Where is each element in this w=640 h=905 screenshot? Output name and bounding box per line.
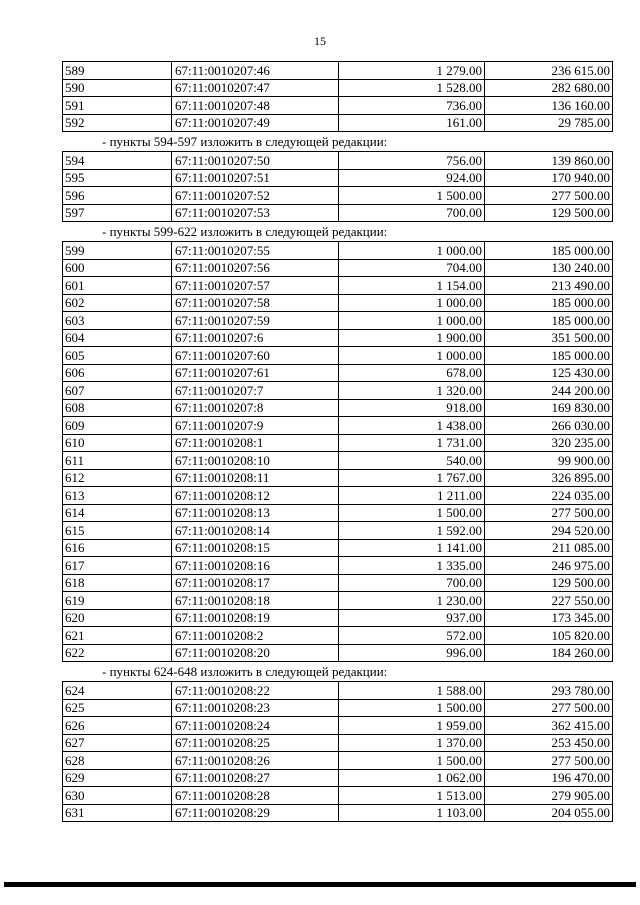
parcel-table <box>62 681 613 822</box>
item-number: 595 <box>63 169 172 187</box>
cadastral-number: 67:11:0010208:10 <box>172 452 339 470</box>
document-body <box>62 61 612 822</box>
cost-value: 185 000.00 <box>485 312 613 330</box>
cost-value: 185 000.00 <box>485 242 613 260</box>
table-row <box>63 312 613 330</box>
area-value: 1 588.00 <box>339 682 485 700</box>
area-value: 704.00 <box>339 259 485 277</box>
table-row <box>63 574 613 592</box>
cadastral-number: 67:11:0010207:7 <box>172 382 339 400</box>
cadastral-number: 67:11:0010207:51 <box>172 169 339 187</box>
item-number: 628 <box>63 752 172 770</box>
cost-value: 105 820.00 <box>485 627 613 645</box>
item-number: 630 <box>63 787 172 805</box>
area-value: 1 731.00 <box>339 434 485 452</box>
cadastral-number: 67:11:0010208:27 <box>172 769 339 787</box>
cadastral-number: 67:11:0010208:1 <box>172 434 339 452</box>
cost-value: 129 500.00 <box>485 204 613 222</box>
cadastral-number: 67:11:0010207:9 <box>172 417 339 435</box>
cadastral-number: 67:11:0010207:46 <box>172 62 339 80</box>
cost-value: 184 260.00 <box>485 644 613 662</box>
cost-value: 136 160.00 <box>485 97 613 115</box>
cost-value: 266 030.00 <box>485 417 613 435</box>
cadastral-number: 67:11:0010208:28 <box>172 787 339 805</box>
cost-value: 320 235.00 <box>485 434 613 452</box>
item-number: 599 <box>63 242 172 260</box>
cost-value: 185 000.00 <box>485 347 613 365</box>
cadastral-number: 67:11:0010208:26 <box>172 752 339 770</box>
cadastral-number: 67:11:0010207:48 <box>172 97 339 115</box>
table-row <box>63 204 613 222</box>
cadastral-number: 67:11:0010207:57 <box>172 277 339 295</box>
cadastral-number: 67:11:0010208:22 <box>172 682 339 700</box>
cadastral-number: 67:11:0010207:61 <box>172 364 339 382</box>
cost-value: 29 785.00 <box>485 114 613 132</box>
table-row <box>63 62 613 80</box>
table-row <box>63 752 613 770</box>
table-row <box>63 399 613 417</box>
cadastral-number: 67:11:0010207:47 <box>172 79 339 97</box>
cost-value: 224 035.00 <box>485 487 613 505</box>
table-row <box>63 717 613 735</box>
cost-value: 99 900.00 <box>485 452 613 470</box>
area-value: 1 438.00 <box>339 417 485 435</box>
cost-value: 204 055.00 <box>485 804 613 822</box>
cadastral-number: 67:11:0010208:19 <box>172 609 339 627</box>
item-number: 615 <box>63 522 172 540</box>
amendment-instruction: - пункты 599-622 изложить в следующей редакции: <box>102 224 388 239</box>
cadastral-number: 67:11:0010207:52 <box>172 187 339 205</box>
item-number: 607 <box>63 382 172 400</box>
item-number: 596 <box>63 187 172 205</box>
table-row <box>63 504 613 522</box>
cost-value: 277 500.00 <box>485 187 613 205</box>
table-row <box>63 734 613 752</box>
item-number: 631 <box>63 804 172 822</box>
table-row <box>63 682 613 700</box>
amendment-instruction: - пункты 624-648 изложить в следующей редакции: <box>102 664 388 679</box>
cost-value: 279 905.00 <box>485 787 613 805</box>
table-row <box>63 787 613 805</box>
cadastral-number: 67:11:0010207:60 <box>172 347 339 365</box>
table-row <box>63 522 613 540</box>
item-number: 590 <box>63 79 172 97</box>
cost-value: 170 940.00 <box>485 169 613 187</box>
item-number: 622 <box>63 644 172 662</box>
cost-value: 236 615.00 <box>485 62 613 80</box>
cadastral-number: 67:11:0010207:55 <box>172 242 339 260</box>
item-number: 621 <box>63 627 172 645</box>
area-value: 1 141.00 <box>339 539 485 557</box>
cadastral-number: 67:11:0010208:15 <box>172 539 339 557</box>
area-value: 1 320.00 <box>339 382 485 400</box>
item-number: 608 <box>63 399 172 417</box>
table-row <box>63 329 613 347</box>
item-number: 611 <box>63 452 172 470</box>
table-row <box>63 187 613 205</box>
cadastral-number: 67:11:0010208:12 <box>172 487 339 505</box>
cadastral-number: 67:11:0010208:2 <box>172 627 339 645</box>
cost-value: 211 085.00 <box>485 539 613 557</box>
item-number: 609 <box>63 417 172 435</box>
cost-value: 130 240.00 <box>485 259 613 277</box>
cadastral-number: 67:11:0010208:24 <box>172 717 339 735</box>
area-value: 1 500.00 <box>339 752 485 770</box>
table-row <box>63 242 613 260</box>
item-number: 610 <box>63 434 172 452</box>
table-row <box>63 804 613 822</box>
cost-value: 362 415.00 <box>485 717 613 735</box>
parcel-table <box>62 61 613 132</box>
cadastral-number: 67:11:0010207:6 <box>172 329 339 347</box>
cost-value: 282 680.00 <box>485 79 613 97</box>
area-value: 996.00 <box>339 644 485 662</box>
table-row <box>63 769 613 787</box>
cadastral-number: 67:11:0010208:23 <box>172 699 339 717</box>
item-number: 629 <box>63 769 172 787</box>
cost-value: 227 550.00 <box>485 592 613 610</box>
cost-value: 213 490.00 <box>485 277 613 295</box>
area-value: 700.00 <box>339 204 485 222</box>
cost-value: 351 500.00 <box>485 329 613 347</box>
area-value: 924.00 <box>339 169 485 187</box>
area-value: 1 062.00 <box>339 769 485 787</box>
table-row <box>63 609 613 627</box>
item-number: 603 <box>63 312 172 330</box>
area-value: 1 000.00 <box>339 294 485 312</box>
amendment-instruction: - пункты 594-597 изложить в следующей редакции: <box>102 134 388 149</box>
area-value: 1 000.00 <box>339 347 485 365</box>
item-number: 616 <box>63 539 172 557</box>
cost-value: 129 500.00 <box>485 574 613 592</box>
cost-value: 125 430.00 <box>485 364 613 382</box>
item-number: 591 <box>63 97 172 115</box>
table-row <box>63 152 613 170</box>
area-value: 1 230.00 <box>339 592 485 610</box>
page-number: 15 <box>314 34 326 48</box>
cost-value: 169 830.00 <box>485 399 613 417</box>
table-row <box>63 539 613 557</box>
cadastral-number: 67:11:0010208:13 <box>172 504 339 522</box>
item-number: 626 <box>63 717 172 735</box>
item-number: 602 <box>63 294 172 312</box>
cadastral-number: 67:11:0010208:18 <box>172 592 339 610</box>
area-value: 1 900.00 <box>339 329 485 347</box>
cost-value: 246 975.00 <box>485 557 613 575</box>
item-number: 605 <box>63 347 172 365</box>
cadastral-number: 67:11:0010207:49 <box>172 114 339 132</box>
table-row <box>63 114 613 132</box>
table-row <box>63 557 613 575</box>
item-number: 627 <box>63 734 172 752</box>
table-row <box>63 364 613 382</box>
area-value: 1 500.00 <box>339 504 485 522</box>
item-number: 613 <box>63 487 172 505</box>
cost-value: 173 345.00 <box>485 609 613 627</box>
table-row <box>63 627 613 645</box>
table-row <box>63 434 613 452</box>
table-row <box>63 487 613 505</box>
cadastral-number: 67:11:0010207:59 <box>172 312 339 330</box>
item-number: 625 <box>63 699 172 717</box>
area-value: 1 103.00 <box>339 804 485 822</box>
item-number: 612 <box>63 469 172 487</box>
cost-value: 277 500.00 <box>485 752 613 770</box>
item-number: 614 <box>63 504 172 522</box>
table-row <box>63 169 613 187</box>
table-row <box>63 592 613 610</box>
area-value: 1 500.00 <box>339 187 485 205</box>
parcel-table <box>62 151 613 222</box>
cost-value: 253 450.00 <box>485 734 613 752</box>
cost-value: 294 520.00 <box>485 522 613 540</box>
table-row <box>63 259 613 277</box>
item-number: 589 <box>63 62 172 80</box>
area-value: 1 500.00 <box>339 699 485 717</box>
cadastral-number: 67:11:0010208:25 <box>172 734 339 752</box>
item-number: 597 <box>63 204 172 222</box>
cost-value: 196 470.00 <box>485 769 613 787</box>
item-number: 592 <box>63 114 172 132</box>
area-value: 1 000.00 <box>339 242 485 260</box>
area-value: 1 592.00 <box>339 522 485 540</box>
bottom-rule <box>4 882 636 887</box>
table-row <box>63 382 613 400</box>
cost-value: 326 895.00 <box>485 469 613 487</box>
area-value: 540.00 <box>339 452 485 470</box>
parcel-table <box>62 241 613 662</box>
cadastral-number: 67:11:0010207:56 <box>172 259 339 277</box>
cost-value: 139 860.00 <box>485 152 613 170</box>
area-value: 678.00 <box>339 364 485 382</box>
cadastral-number: 67:11:0010208:11 <box>172 469 339 487</box>
area-value: 918.00 <box>339 399 485 417</box>
cadastral-number: 67:11:0010208:16 <box>172 557 339 575</box>
table-row <box>63 469 613 487</box>
cost-value: 185 000.00 <box>485 294 613 312</box>
area-value: 700.00 <box>339 574 485 592</box>
cadastral-number: 67:11:0010207:50 <box>172 152 339 170</box>
area-value: 1 370.00 <box>339 734 485 752</box>
item-number: 604 <box>63 329 172 347</box>
cadastral-number: 67:11:0010208:29 <box>172 804 339 822</box>
cadastral-number: 67:11:0010207:8 <box>172 399 339 417</box>
area-value: 937.00 <box>339 609 485 627</box>
area-value: 1 211.00 <box>339 487 485 505</box>
item-number: 600 <box>63 259 172 277</box>
area-value: 736.00 <box>339 97 485 115</box>
table-row <box>63 347 613 365</box>
area-value: 161.00 <box>339 114 485 132</box>
item-number: 620 <box>63 609 172 627</box>
cost-value: 244 200.00 <box>485 382 613 400</box>
table-row <box>63 294 613 312</box>
cost-value: 277 500.00 <box>485 699 613 717</box>
cadastral-number: 67:11:0010207:53 <box>172 204 339 222</box>
item-number: 624 <box>63 682 172 700</box>
item-number: 617 <box>63 557 172 575</box>
cadastral-number: 67:11:0010208:17 <box>172 574 339 592</box>
cost-value: 277 500.00 <box>485 504 613 522</box>
cost-value: 293 780.00 <box>485 682 613 700</box>
table-row <box>63 97 613 115</box>
area-value: 1 959.00 <box>339 717 485 735</box>
cadastral-number: 67:11:0010207:58 <box>172 294 339 312</box>
area-value: 1 279.00 <box>339 62 485 80</box>
area-value: 1 154.00 <box>339 277 485 295</box>
table-row <box>63 277 613 295</box>
item-number: 619 <box>63 592 172 610</box>
area-value: 1 335.00 <box>339 557 485 575</box>
item-number: 594 <box>63 152 172 170</box>
area-value: 756.00 <box>339 152 485 170</box>
item-number: 618 <box>63 574 172 592</box>
table-row <box>63 417 613 435</box>
area-value: 1 513.00 <box>339 787 485 805</box>
item-number: 606 <box>63 364 172 382</box>
area-value: 1 767.00 <box>339 469 485 487</box>
area-value: 1 528.00 <box>339 79 485 97</box>
area-value: 1 000.00 <box>339 312 485 330</box>
cadastral-number: 67:11:0010208:14 <box>172 522 339 540</box>
table-row <box>63 644 613 662</box>
table-row <box>63 79 613 97</box>
table-row <box>63 699 613 717</box>
table-row <box>63 452 613 470</box>
item-number: 601 <box>63 277 172 295</box>
cadastral-number: 67:11:0010208:20 <box>172 644 339 662</box>
area-value: 572.00 <box>339 627 485 645</box>
